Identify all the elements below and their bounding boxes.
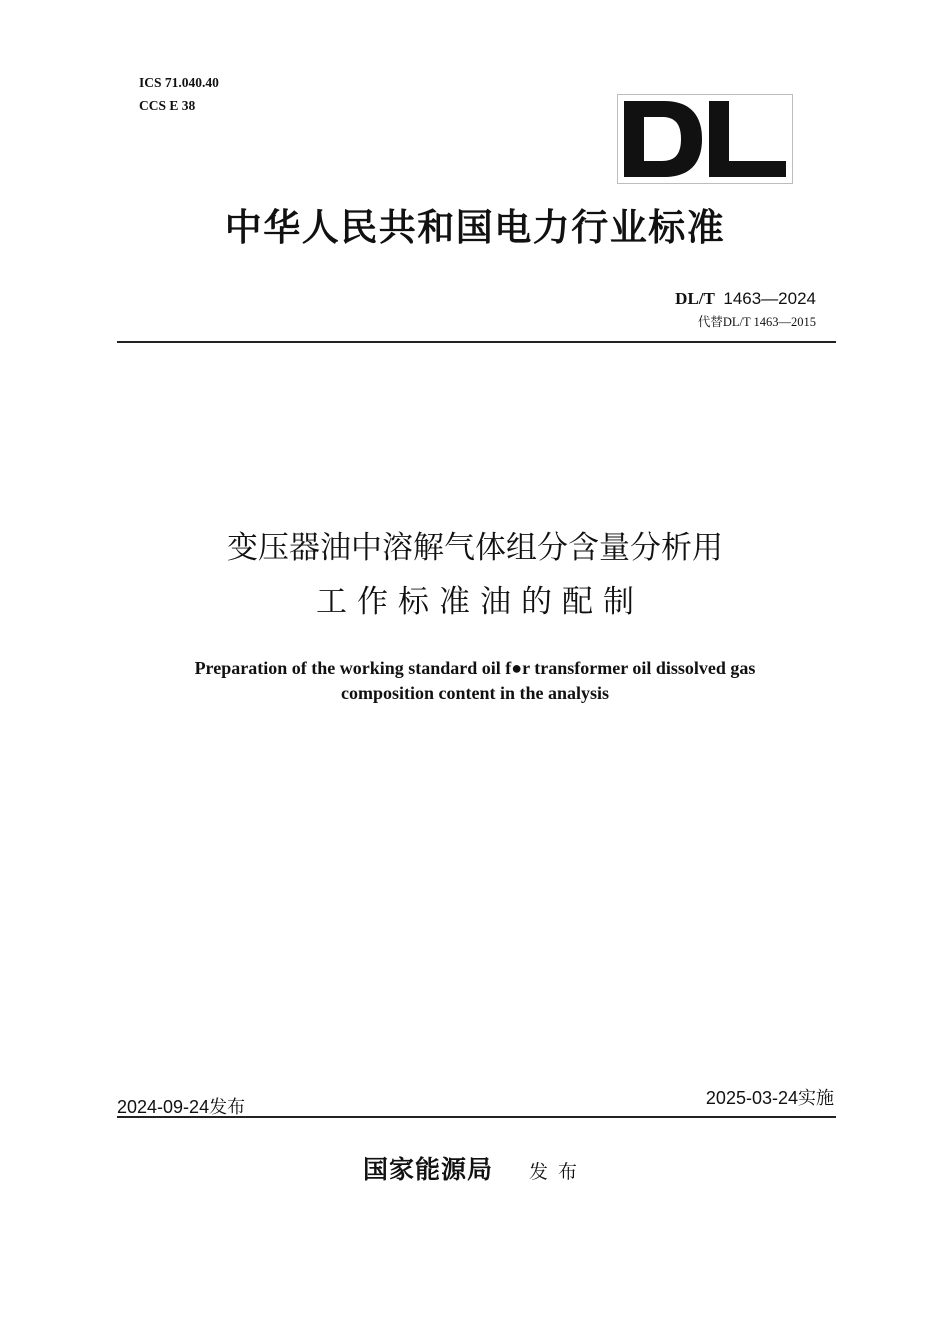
title-cn-line1: 变压器油中溶解气体组分含量分析用 — [227, 530, 723, 566]
logo-letter-d — [624, 101, 702, 177]
title-en-line2: composition content in the analysis — [340, 683, 610, 703]
issuer-name: 国家能源局 — [362, 1155, 493, 1184]
ics-code — [139, 75, 219, 91]
issuer-verb: 发布 — [529, 1161, 588, 1183]
standard-code — [675, 289, 816, 309]
organization-title: 中华人民共和国电力行业标准 — [224, 206, 726, 249]
issuer — [0, 1152, 950, 1192]
dl-logo — [617, 94, 793, 184]
ccs-code — [139, 98, 195, 114]
dl-logo-graphic — [618, 95, 792, 183]
bottom-divider — [117, 1116, 836, 1118]
implement-date: 2025-03-24实施 — [705, 1088, 834, 1108]
standard-number: 1463—2024 — [723, 289, 816, 308]
logo-letter-l — [709, 101, 786, 177]
title-cn-line2: 工作标准油的配制 — [316, 584, 644, 620]
title-en-line1: Preparation of the working standard oil f●r transformer oil dissolved gas — [194, 658, 756, 678]
replaces-standard: 代替DL/T 1463—2015 — [697, 315, 816, 329]
top-divider — [117, 341, 836, 343]
ics-code-text: ICS 71.040.40 — [139, 75, 219, 90]
standard-prefix: DL/T — [675, 289, 715, 308]
publish-date: 2024-09-24发布 — [117, 1097, 246, 1117]
ccs-code-text: CCS E 38 — [139, 98, 196, 113]
